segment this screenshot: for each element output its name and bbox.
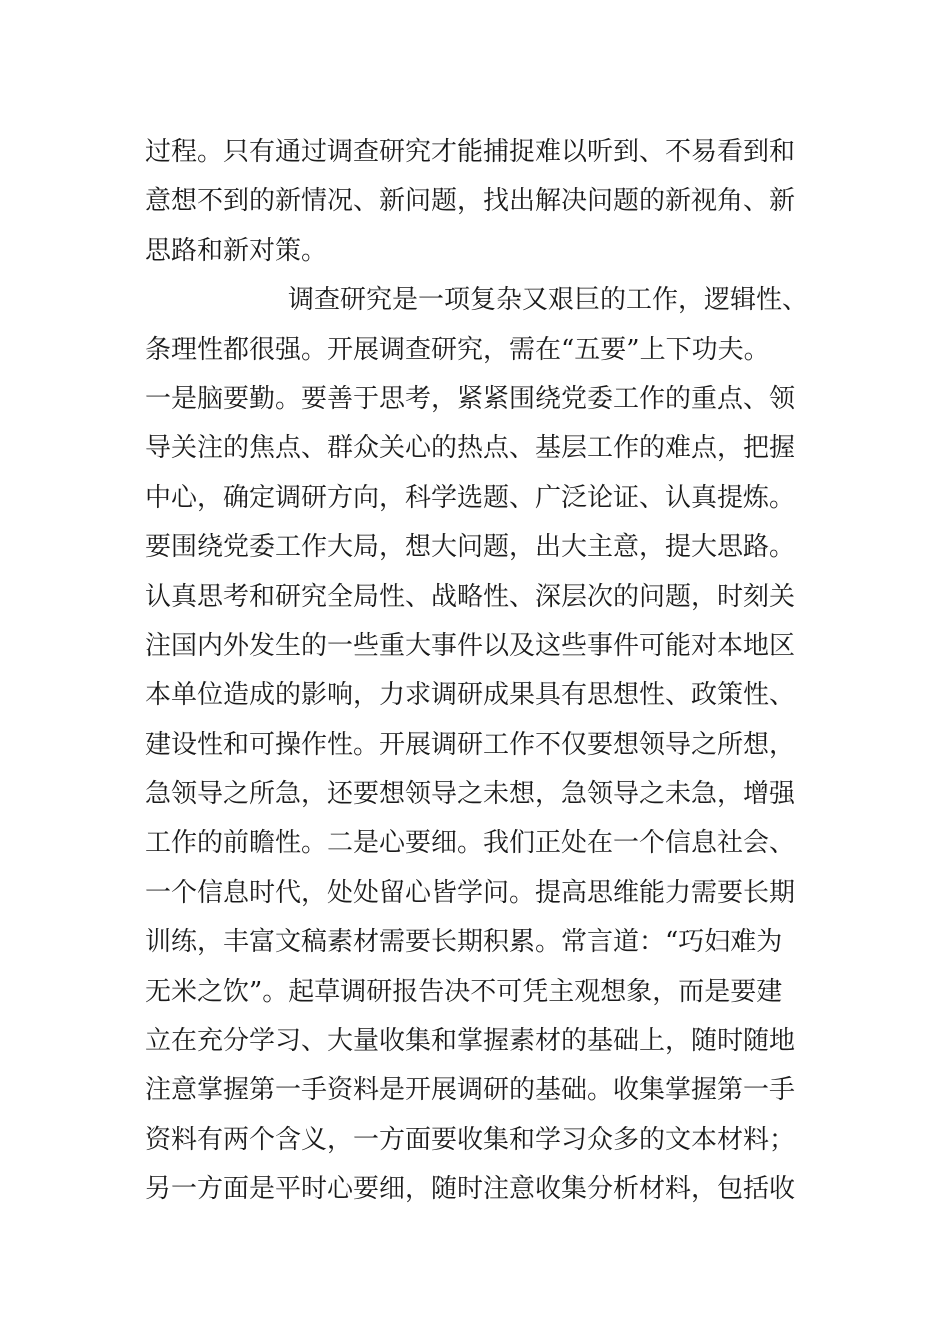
text-line: 另一方面是平时心要细，随时注意收集分析材料，包括收 — [145, 1174, 796, 1205]
text-line: 思路和新对策。 — [145, 235, 328, 266]
text-line: 导关注的焦点、群众关心的热点、基层工作的难点，把握 — [145, 433, 796, 464]
body-text — [145, 128, 815, 1215]
text-line: 无米之饮”。起草调研报告决不可凭主观想象，而是要建 — [145, 976, 783, 1007]
text-line: 建设性和可操作性。开展调研工作不仅要想领导之所想， — [145, 729, 796, 760]
text-line: 急领导之所急，还要想领导之未想，急领导之未急，增强 — [145, 779, 796, 810]
text-line: 一是脑要勤。要善于思考，紧紧围绕党委工作的重点、领 — [145, 383, 796, 414]
text-line: 本单位造成的影响，力求调研成果具有思想性、政策性、 — [145, 680, 796, 711]
text-line: 中心，确定调研方向，科学选题、广泛论证、认真提炼。 — [145, 482, 796, 513]
text-line: 立在充分学习、大量收集和掌握素材的基础上，随时随地 — [145, 1026, 796, 1057]
text-line: 训练，丰富文稿素材需要长期积累。常言道：“巧妇难为 — [145, 927, 783, 958]
text-line: 注国内外发生的一些重大事件以及这些事件可能对本地区 — [145, 630, 796, 661]
text-line: 资料有两个含义，一方面要收集和学习众多的文本材料； — [145, 1124, 796, 1155]
text-line: 意想不到的新情况、新问题，找出解决问题的新视角、新 — [145, 186, 796, 217]
text-line: 认真思考和研究全局性、战略性、深层次的问题，时刻关 — [145, 581, 796, 612]
text-line: 一个信息时代，处处留心皆学问。提高思维能力需要长期 — [145, 877, 796, 908]
text-line: 要围绕党委工作大局，想大问题，出大主意，提大思路。 — [145, 532, 796, 563]
text-line: 注意掌握第一手资料是开展调研的基础。收集掌握第一手 — [145, 1075, 796, 1106]
text-line: 条理性都很强。开展调查研究，需在“五要”上下功夫。 — [145, 334, 770, 365]
text-line: 工作的前瞻性。二是心要细。我们正处在一个信息社会、 — [145, 828, 796, 859]
text-line: 过程。只有通过调查研究才能捕捉难以听到、不易看到和 — [145, 137, 796, 167]
paragraph-first-line: 调查研究是一项复杂又艰巨的工作，逻辑性、 — [288, 285, 809, 316]
